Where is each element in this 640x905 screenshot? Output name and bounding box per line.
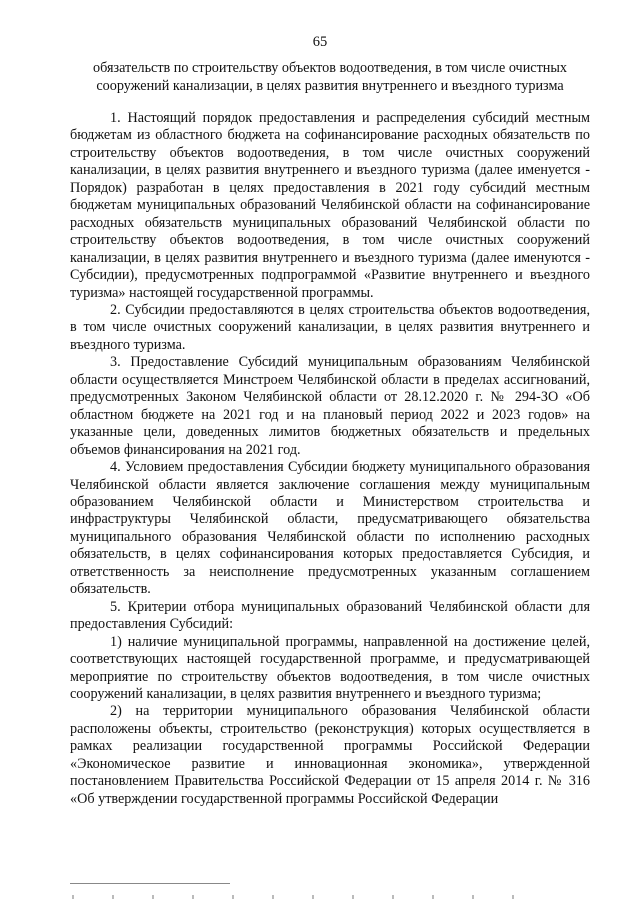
document-body — [70, 110, 590, 808]
paragraph-2: 2. Субсидии предоставляются в целях строительства объектов водоотведения, в том числе очистных сооружений канализации, в целях развития внутреннего и въездного туризма. — [70, 301, 590, 353]
paragraph-5: 5. Критерии отбора муниципальных образований Челябинской области для предоставления Субсидий: — [70, 598, 590, 633]
footer-scan-marks — [72, 886, 572, 892]
section-heading: обязательств по строительству объектов водоотведения, в том числе очистных сооружений канализации, в целях развития внутреннего и въездного туризма — [92, 60, 568, 94]
footer-rule — [70, 883, 230, 884]
paragraph-1: 1. Настоящий порядок предоставления и распределения субсидий местным бюджетам из областного бюджета на софинансирование расходных обязательств по строительству объектов водоотведения, в том числе очистных сооружений канализации, в целях развития внутреннего и въездного туризма (далее именуется - Порядок) разработан в целях предоставления в 2021 году субсидий местным бюджетам муниципальных образований Челябинской области на софинансирование расходных обязательств муниципальных образований Челябинской области по строительству объектов водоотведения, в том числе очистных сооружений канализации, в целях развития внутреннего и въездного туризма (далее именуются - Субсидии), предусмотренных подпрограммой «Развитие внутреннего и въездного туризма» настоящей государственной программы. — [70, 110, 590, 301]
paragraph-5-item-1: 1) наличие муниципальной программы, направленной на достижение целей, соответствующих настоящей государственной программе, и предусматривающей мероприятие по строительству объектов водоотведения, в том числе очистных сооружений канализации, в целях развития внутреннего и въездного туризма; — [70, 633, 590, 702]
page-number: 65 — [312, 34, 328, 50]
paragraph-3: 3. Предоставление Субсидий муниципальным образованиям Челябинской области осуществляется Минстроем Челябинской области в пределах ассигнований, предусмотренных Законом Челябинской области от 28.12.2020 г. № 294-ЗО «Об областном бюджете на 2021 год и на плановый период 2022 и 2023 годов» на указанные цели, доведенных лимитов бюджетных обязательств и предельных объемов финансирования на 2021 год. — [70, 354, 590, 458]
paragraph-5-item-2: 2) на территории муниципального образования Челябинской области расположены объекты, строительство (реконструкция) которых осуществляется в рамках реализации государственной программы Российской Федерации «Экономическое развитие и инновационная экономика», утвержденной постановлением Правительства Российской Федерации от 15 апреля 2014 г. № 316 «Об утверждении государственной программы Российской Федерации — [70, 703, 590, 807]
paragraph-4: 4. Условием предоставления Субсидии бюджету муниципального образования Челябинской области является заключение соглашения между муниципальным образованием Челябинской области и Министерством строительства и инфраструктуры Челябинской области, предусматривающего обязательства муниципального образования Челябинской области по исполнению расходных обязательств, в целях софинансирования которых предоставляется Субсидия, и ответственность за неисполнение предусмотренных указанным соглашением обязательств. — [70, 459, 590, 598]
